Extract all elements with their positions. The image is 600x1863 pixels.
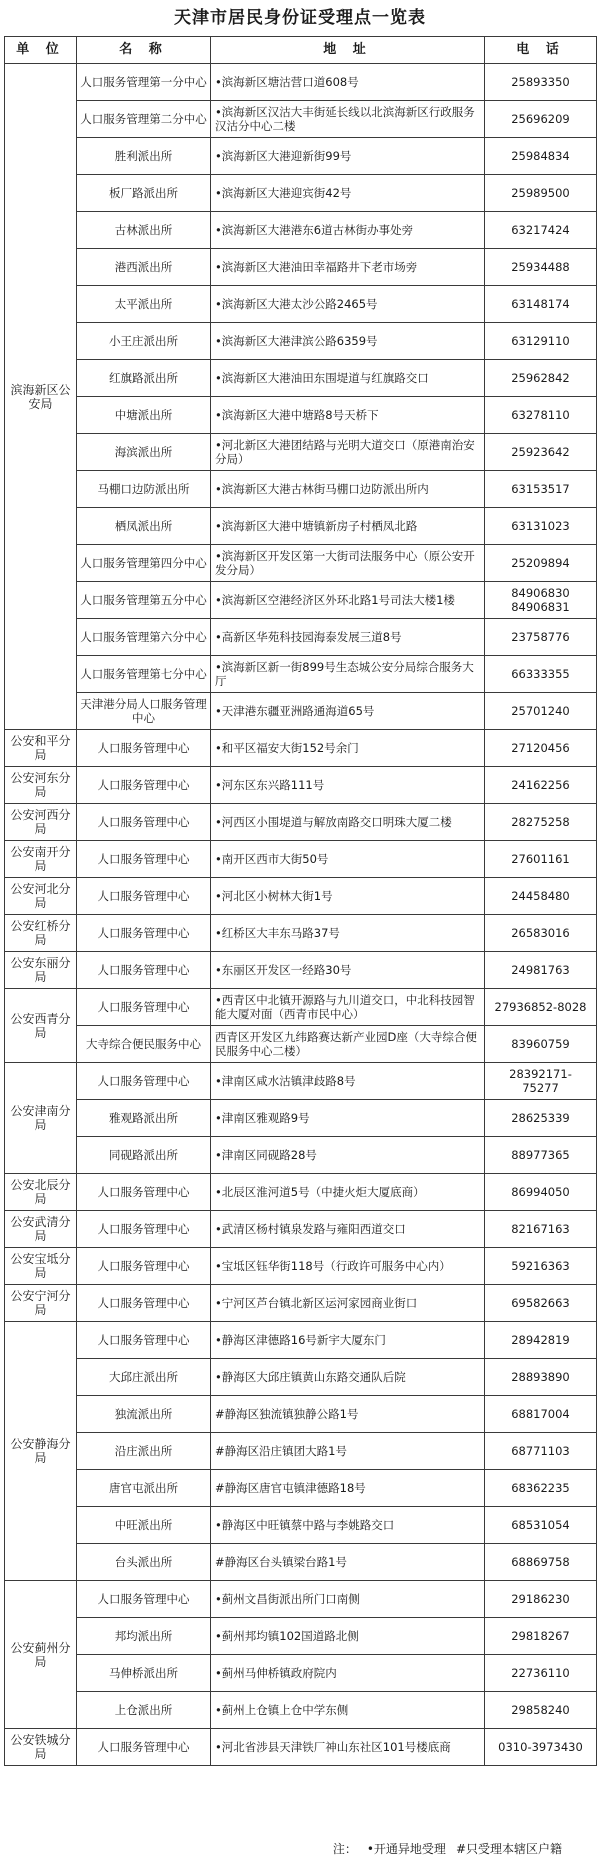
table-row [5, 952, 597, 989]
phone-cell: 68771103 [485, 1433, 597, 1470]
name-cell: 人口服务管理中心 [77, 767, 211, 804]
address-cell: •河北省涉县天津铁厂神山东社区101号楼底商 [211, 1729, 485, 1766]
phone-cell: 22736110 [485, 1655, 597, 1692]
table-row [5, 582, 597, 619]
phone-cell: 69582663 [485, 1285, 597, 1322]
unit-cell: 公安铁城分局 [5, 1729, 77, 1766]
name-cell: 胜利派出所 [77, 138, 211, 175]
table-row [5, 471, 597, 508]
address-cell: #静海区台头镇梁台路1号 [211, 1544, 485, 1581]
unit-cell: 公安河北分局 [5, 878, 77, 915]
unit-cell: 公安西青分局 [5, 989, 77, 1063]
name-cell: 独流派出所 [77, 1396, 211, 1433]
header-row [5, 37, 597, 64]
address-cell: •东丽区开发区一经路30号 [211, 952, 485, 989]
table-row [5, 804, 597, 841]
header-address: 地 址 [211, 37, 485, 64]
address-cell: •武清区杨村镇泉发路与雍阳西道交口 [211, 1211, 485, 1248]
unit-cell: 公安宁河分局 [5, 1285, 77, 1322]
name-cell: 马伸桥派出所 [77, 1655, 211, 1692]
footnote [4, 1839, 596, 1859]
address-cell: •蓟州邦均镇102国道路北侧 [211, 1618, 485, 1655]
address-cell: •静海区中旺镇蔡中路与李姚路交口 [211, 1507, 485, 1544]
name-cell: 人口服务管理第七分中心 [77, 656, 211, 693]
table-row [5, 989, 597, 1026]
table-row [5, 1322, 597, 1359]
name-cell: 人口服务管理中心 [77, 841, 211, 878]
phone-cell: 25984834 [485, 138, 597, 175]
footnote-prefix: 注： [332, 1842, 357, 1856]
unit-cell: 公安河西分局 [5, 804, 77, 841]
name-cell: 人口服务管理中心 [77, 1174, 211, 1211]
phone-cell: 28893890 [485, 1359, 597, 1396]
table-row [5, 841, 597, 878]
address-cell: •宝坻区钰华街118号（行政许可服务中心内） [211, 1248, 485, 1285]
phone-cell: 25962842 [485, 360, 597, 397]
table-row [5, 1137, 597, 1174]
phone-cell: 24162256 [485, 767, 597, 804]
address-cell: •蓟州马伸桥镇政府院内 [211, 1655, 485, 1692]
unit-cell: 公安北辰分局 [5, 1174, 77, 1211]
table-row [5, 1618, 597, 1655]
name-cell: 人口服务管理中心 [77, 1322, 211, 1359]
name-cell: 台头派出所 [77, 1544, 211, 1581]
phone-cell: 59216363 [485, 1248, 597, 1285]
phone-cell: 88977365 [485, 1137, 597, 1174]
table-body [5, 64, 597, 1766]
phone-cell: 27936852-8028 [485, 989, 597, 1026]
phone-cell: 63217424 [485, 212, 597, 249]
address-cell: •滨海新区新一街899号生态城公安分局综合服务大厅 [211, 656, 485, 693]
name-cell: 人口服务管理中心 [77, 1063, 211, 1100]
phone-cell: 68817004 [485, 1396, 597, 1433]
address-cell: •北辰区淮河道5号（中捷火炬大厦底商） [211, 1174, 485, 1211]
phone-cell: 82167163 [485, 1211, 597, 1248]
phone-cell: 29858240 [485, 1692, 597, 1729]
phone-cell: 28942819 [485, 1322, 597, 1359]
name-cell: 沿庄派出所 [77, 1433, 211, 1470]
phone-cell: 25696209 [485, 101, 597, 138]
address-cell: 西青区开发区九纬路赛达新产业园D座（大寺综合便民服务中心二楼） [211, 1026, 485, 1063]
table-row [5, 175, 597, 212]
table-row [5, 323, 597, 360]
name-cell: 人口服务管理中心 [77, 878, 211, 915]
address-cell: •河东区东兴路111号 [211, 767, 485, 804]
table-row [5, 1026, 597, 1063]
name-cell: 人口服务管理中心 [77, 804, 211, 841]
name-cell: 人口服务管理第一分中心 [77, 64, 211, 101]
table-row [5, 508, 597, 545]
phone-cell: 28625339 [485, 1100, 597, 1137]
address-cell: #静海区唐官屯镇津德路18号 [211, 1470, 485, 1507]
table-row [5, 1063, 597, 1100]
phone-cell: 63148174 [485, 286, 597, 323]
phone-cell: 83960759 [485, 1026, 597, 1063]
phone-cell: 63131023 [485, 508, 597, 545]
name-cell: 栖凤派出所 [77, 508, 211, 545]
name-cell: 古林派出所 [77, 212, 211, 249]
name-cell: 太平派出所 [77, 286, 211, 323]
table-row [5, 1248, 597, 1285]
phone-cell: 27120456 [485, 730, 597, 767]
header-name: 名 称 [77, 37, 211, 64]
table-row [5, 1692, 597, 1729]
unit-cell: 滨海新区公安局 [5, 64, 77, 730]
name-cell: 小王庄派出所 [77, 323, 211, 360]
table-row [5, 101, 597, 138]
name-cell: 中旺派出所 [77, 1507, 211, 1544]
unit-cell: 公安武清分局 [5, 1211, 77, 1248]
unit-cell: 公安静海分局 [5, 1322, 77, 1581]
unit-cell: 公安宝坻分局 [5, 1248, 77, 1285]
table-row [5, 360, 597, 397]
address-cell: #静海区独流镇独静公路1号 [211, 1396, 485, 1433]
table-row [5, 212, 597, 249]
phone-cell: 68531054 [485, 1507, 597, 1544]
table-row [5, 1729, 597, 1766]
address-cell: •蓟州上仓镇上仓中学东侧 [211, 1692, 485, 1729]
address-cell: •滨海新区大港油田东围堤道与红旗路交口 [211, 360, 485, 397]
name-cell: 人口服务管理第四分中心 [77, 545, 211, 582]
table-row [5, 730, 597, 767]
name-cell: 板厂路派出所 [77, 175, 211, 212]
name-cell: 大寺综合便民服务中心 [77, 1026, 211, 1063]
phone-cell: 25989500 [485, 175, 597, 212]
phone-cell: 29186230 [485, 1581, 597, 1618]
address-cell: •宁河区芦台镇北新区运河家园商业街口 [211, 1285, 485, 1322]
name-cell: 人口服务管理中心 [77, 1729, 211, 1766]
name-cell: 人口服务管理中心 [77, 1211, 211, 1248]
address-cell: •静海区津德路16号新宇大厦东门 [211, 1322, 485, 1359]
table-row [5, 397, 597, 434]
name-cell: 马棚口边防派出所 [77, 471, 211, 508]
address-cell: •滨海新区大港港东6道古林街办事处旁 [211, 212, 485, 249]
table-row [5, 1100, 597, 1137]
phone-cell: 63129110 [485, 323, 597, 360]
address-cell: •河北新区大港团结路与光明大道交口（原港南治安分局） [211, 434, 485, 471]
table-row [5, 1396, 597, 1433]
name-cell: 人口服务管理第六分中心 [77, 619, 211, 656]
unit-cell: 公安蓟州分局 [5, 1581, 77, 1729]
phone-cell: 27601161 [485, 841, 597, 878]
table-row [5, 915, 597, 952]
unit-cell: 公安和平分局 [5, 730, 77, 767]
phone-cell: 63153517 [485, 471, 597, 508]
address-cell: •津南区雅观路9号 [211, 1100, 485, 1137]
header-unit: 单 位 [5, 37, 77, 64]
table-row [5, 138, 597, 175]
name-cell: 天津港分局人口服务管理中心 [77, 693, 211, 730]
phone-cell: 24458480 [485, 878, 597, 915]
phone-cell: 25893350 [485, 64, 597, 101]
table-row [5, 434, 597, 471]
name-cell: 雅观路派出所 [77, 1100, 211, 1137]
unit-cell: 公安红桥分局 [5, 915, 77, 952]
address-cell: •滨海新区大港中塘路8号天桥下 [211, 397, 485, 434]
header-phone: 电 话 [485, 37, 597, 64]
table-row [5, 545, 597, 582]
table-row [5, 1507, 597, 1544]
table-row [5, 64, 597, 101]
phone-cell: 26583016 [485, 915, 597, 952]
address-cell: •滨海新区空港经济区外环北路1号司法大楼1楼 [211, 582, 485, 619]
table-row [5, 1211, 597, 1248]
name-cell: 上仓派出所 [77, 1692, 211, 1729]
address-cell: •天津港东疆亚洲路通海道65号 [211, 693, 485, 730]
name-cell: 人口服务管理中心 [77, 915, 211, 952]
address-cell: •红桥区大丰东马路37号 [211, 915, 485, 952]
page-title: 天津市居民身份证受理点一览表 [174, 8, 426, 28]
name-cell: 人口服务管理第五分中心 [77, 582, 211, 619]
table-row [5, 1544, 597, 1581]
address-cell: •津南区同砚路28号 [211, 1137, 485, 1174]
table-row [5, 1174, 597, 1211]
phone-cell: 29818267 [485, 1618, 597, 1655]
name-cell: 同砚路派出所 [77, 1137, 211, 1174]
table-row [5, 878, 597, 915]
footnote-remote: •开通异地受理 [366, 1842, 446, 1856]
name-cell: 唐官屯派出所 [77, 1470, 211, 1507]
table-row [5, 1359, 597, 1396]
table-row [5, 693, 597, 730]
phone-cell: 25701240 [485, 693, 597, 730]
phone-cell: 28275258 [485, 804, 597, 841]
phone-cell: 0310-3973430 [485, 1729, 597, 1766]
phone-cell: 66333355 [485, 656, 597, 693]
name-cell: 人口服务管理中心 [77, 989, 211, 1026]
table-row [5, 1285, 597, 1322]
phone-cell: 84906830 84906831 [485, 582, 597, 619]
name-cell: 人口服务管理中心 [77, 952, 211, 989]
table-row [5, 619, 597, 656]
phone-cell: 68362235 [485, 1470, 597, 1507]
name-cell: 港西派出所 [77, 249, 211, 286]
table-row [5, 656, 597, 693]
address-cell: •河西区小围堤道与解放南路交口明珠大厦二楼 [211, 804, 485, 841]
name-cell: 人口服务管理第二分中心 [77, 101, 211, 138]
address-cell: •滨海新区大港迎宾街42号 [211, 175, 485, 212]
table-row [5, 767, 597, 804]
phone-cell: 63278110 [485, 397, 597, 434]
name-cell: 人口服务管理中心 [77, 1285, 211, 1322]
address-cell: •津南区咸水沽镇津歧路8号 [211, 1063, 485, 1100]
phone-cell: 25209894 [485, 545, 597, 582]
address-cell: •静海区大邱庄镇黄山东路交通队后院 [211, 1359, 485, 1396]
address-cell: •高新区华苑科技园海泰发展三道8号 [211, 619, 485, 656]
address-cell: •滨海新区大港津滨公路6359号 [211, 323, 485, 360]
phone-cell: 86994050 [485, 1174, 597, 1211]
address-cell: •滨海新区大港古林街马棚口边防派出所内 [211, 471, 485, 508]
name-cell: 红旗路派出所 [77, 360, 211, 397]
table-row [5, 1433, 597, 1470]
address-cell: •蓟州文昌街派出所门口南侧 [211, 1581, 485, 1618]
table-row [5, 249, 597, 286]
name-cell: 人口服务管理中心 [77, 730, 211, 767]
address-cell: •滨海新区大港迎新街99号 [211, 138, 485, 175]
address-cell: •滨海新区开发区第一大街司法服务中心（原公安开发分局） [211, 545, 485, 582]
address-cell: •和平区福安大街152号余门 [211, 730, 485, 767]
phone-cell: 28392171- 75277 [485, 1063, 597, 1100]
name-cell: 海滨派出所 [77, 434, 211, 471]
address-cell: •南开区西市大街50号 [211, 841, 485, 878]
address-cell: •滨海新区汉沽大丰街延长线以北滨海新区行政服务汉沽分中心二楼 [211, 101, 485, 138]
unit-cell: 公安津南分局 [5, 1063, 77, 1174]
table-row [5, 1581, 597, 1618]
address-cell: •滨海新区大港中塘镇新房子村栖凤北路 [211, 508, 485, 545]
name-cell: 人口服务管理中心 [77, 1248, 211, 1285]
address-cell: •西青区中北镇开源路与九川道交口，中北科技园智能大厦对面（西青市民中心） [211, 989, 485, 1026]
address-cell: #静海区沿庄镇团大路1号 [211, 1433, 485, 1470]
phone-cell: 24981763 [485, 952, 597, 989]
phone-cell: 25923642 [485, 434, 597, 471]
address-cell: •滨海新区塘沽营口道608号 [211, 64, 485, 101]
unit-cell: 公安南开分局 [5, 841, 77, 878]
address-cell: •滨海新区大港油田幸福路井下老市场旁 [211, 249, 485, 286]
unit-cell: 公安东丽分局 [5, 952, 77, 989]
footnote-local-only: #只受理本辖区户籍 [455, 1842, 562, 1856]
name-cell: 大邱庄派出所 [77, 1359, 211, 1396]
name-cell: 中塘派出所 [77, 397, 211, 434]
phone-cell: 25934488 [485, 249, 597, 286]
table-row [5, 1470, 597, 1507]
address-cell: •滨海新区大港太沙公路2465号 [211, 286, 485, 323]
address-cell: •河北区小树林大街1号 [211, 878, 485, 915]
table-row [5, 286, 597, 323]
unit-cell: 公安河东分局 [5, 767, 77, 804]
phone-cell: 23758776 [485, 619, 597, 656]
offices-table [4, 36, 597, 1766]
phone-cell: 68869758 [485, 1544, 597, 1581]
table-row [5, 1655, 597, 1692]
name-cell: 邦均派出所 [77, 1618, 211, 1655]
name-cell: 人口服务管理中心 [77, 1581, 211, 1618]
